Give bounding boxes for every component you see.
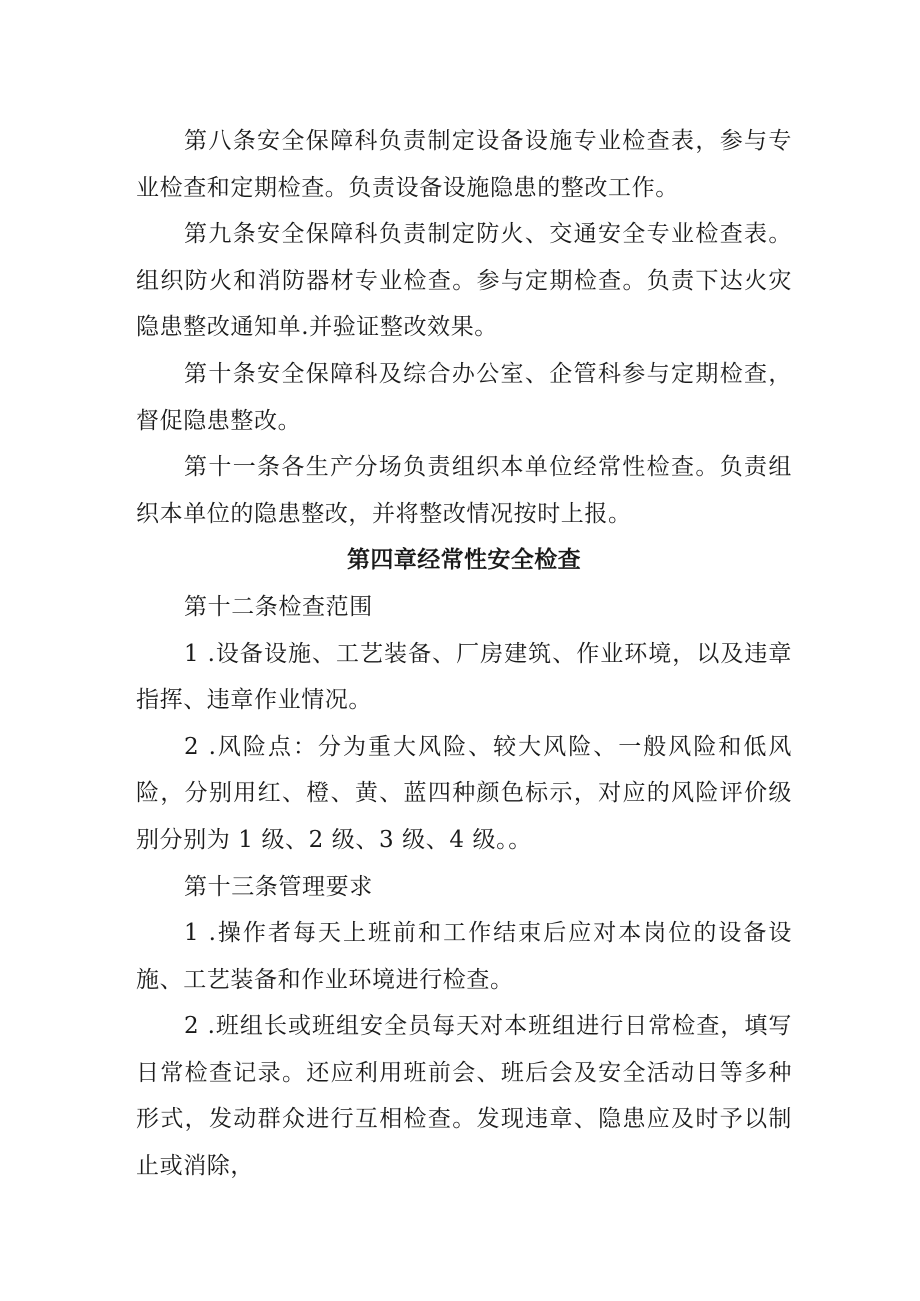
article-12-item-2: 2 .风险点：分为重大风险、较大风险、一般风险和低风险，分别用红、橙、黄、蓝四种颜色标示，对应的风险评价级别分别为 1 级、2 级、3 级、4 级。。	[136, 733, 792, 853]
article-10-paragraph: 第十条安全保障科及综合办公室、企管科参与定期检查，督促隐患整改。	[136, 360, 792, 434]
article-11-paragraph: 第十一条各生产分场负责组织本单位经常性检查。负责组织本单位的隐患整改，并将整改情况按时上报。	[136, 454, 792, 527]
document-body	[136, 118, 792, 1190]
article-9-paragraph: 第九条安全保障科负责制定防火、交通安全专业检查表。组织防火和消防器材专业检查。参与定期检查。负责下达火灾隐患整改通知单.并验证整改效果。	[136, 221, 792, 341]
chapter-heading: 第四章经常性安全检查	[347, 547, 581, 574]
article-13-item-1: 1 .操作者每天上班前和工作结束后应对本岗位的设备设施、工艺装备和作业环境进行检查。	[136, 920, 792, 993]
article-13-title: 第十三条管理要求	[184, 873, 373, 900]
article-8-paragraph: 第八条安全保障科负责制定设备设施专业检查表，参与专业检查和定期检查。负责设备设施隐患的整改工作。	[136, 128, 792, 201]
article-12-title: 第十二条检查范围	[184, 593, 373, 620]
article-12-item-1: 1 .设备设施、工艺装备、厂房建筑、作业环境，以及违章指挥、违章作业情况。	[136, 640, 792, 714]
article-13-item-2: 2 .班组长或班组安全员每天对本班组进行日常检查，填写日常检查记录。还应利用班前会、班后会及安全活动日等多种形式，发动群众进行互相检查。发现违章、隐患应及时予以制止或消除，	[136, 1013, 792, 1180]
